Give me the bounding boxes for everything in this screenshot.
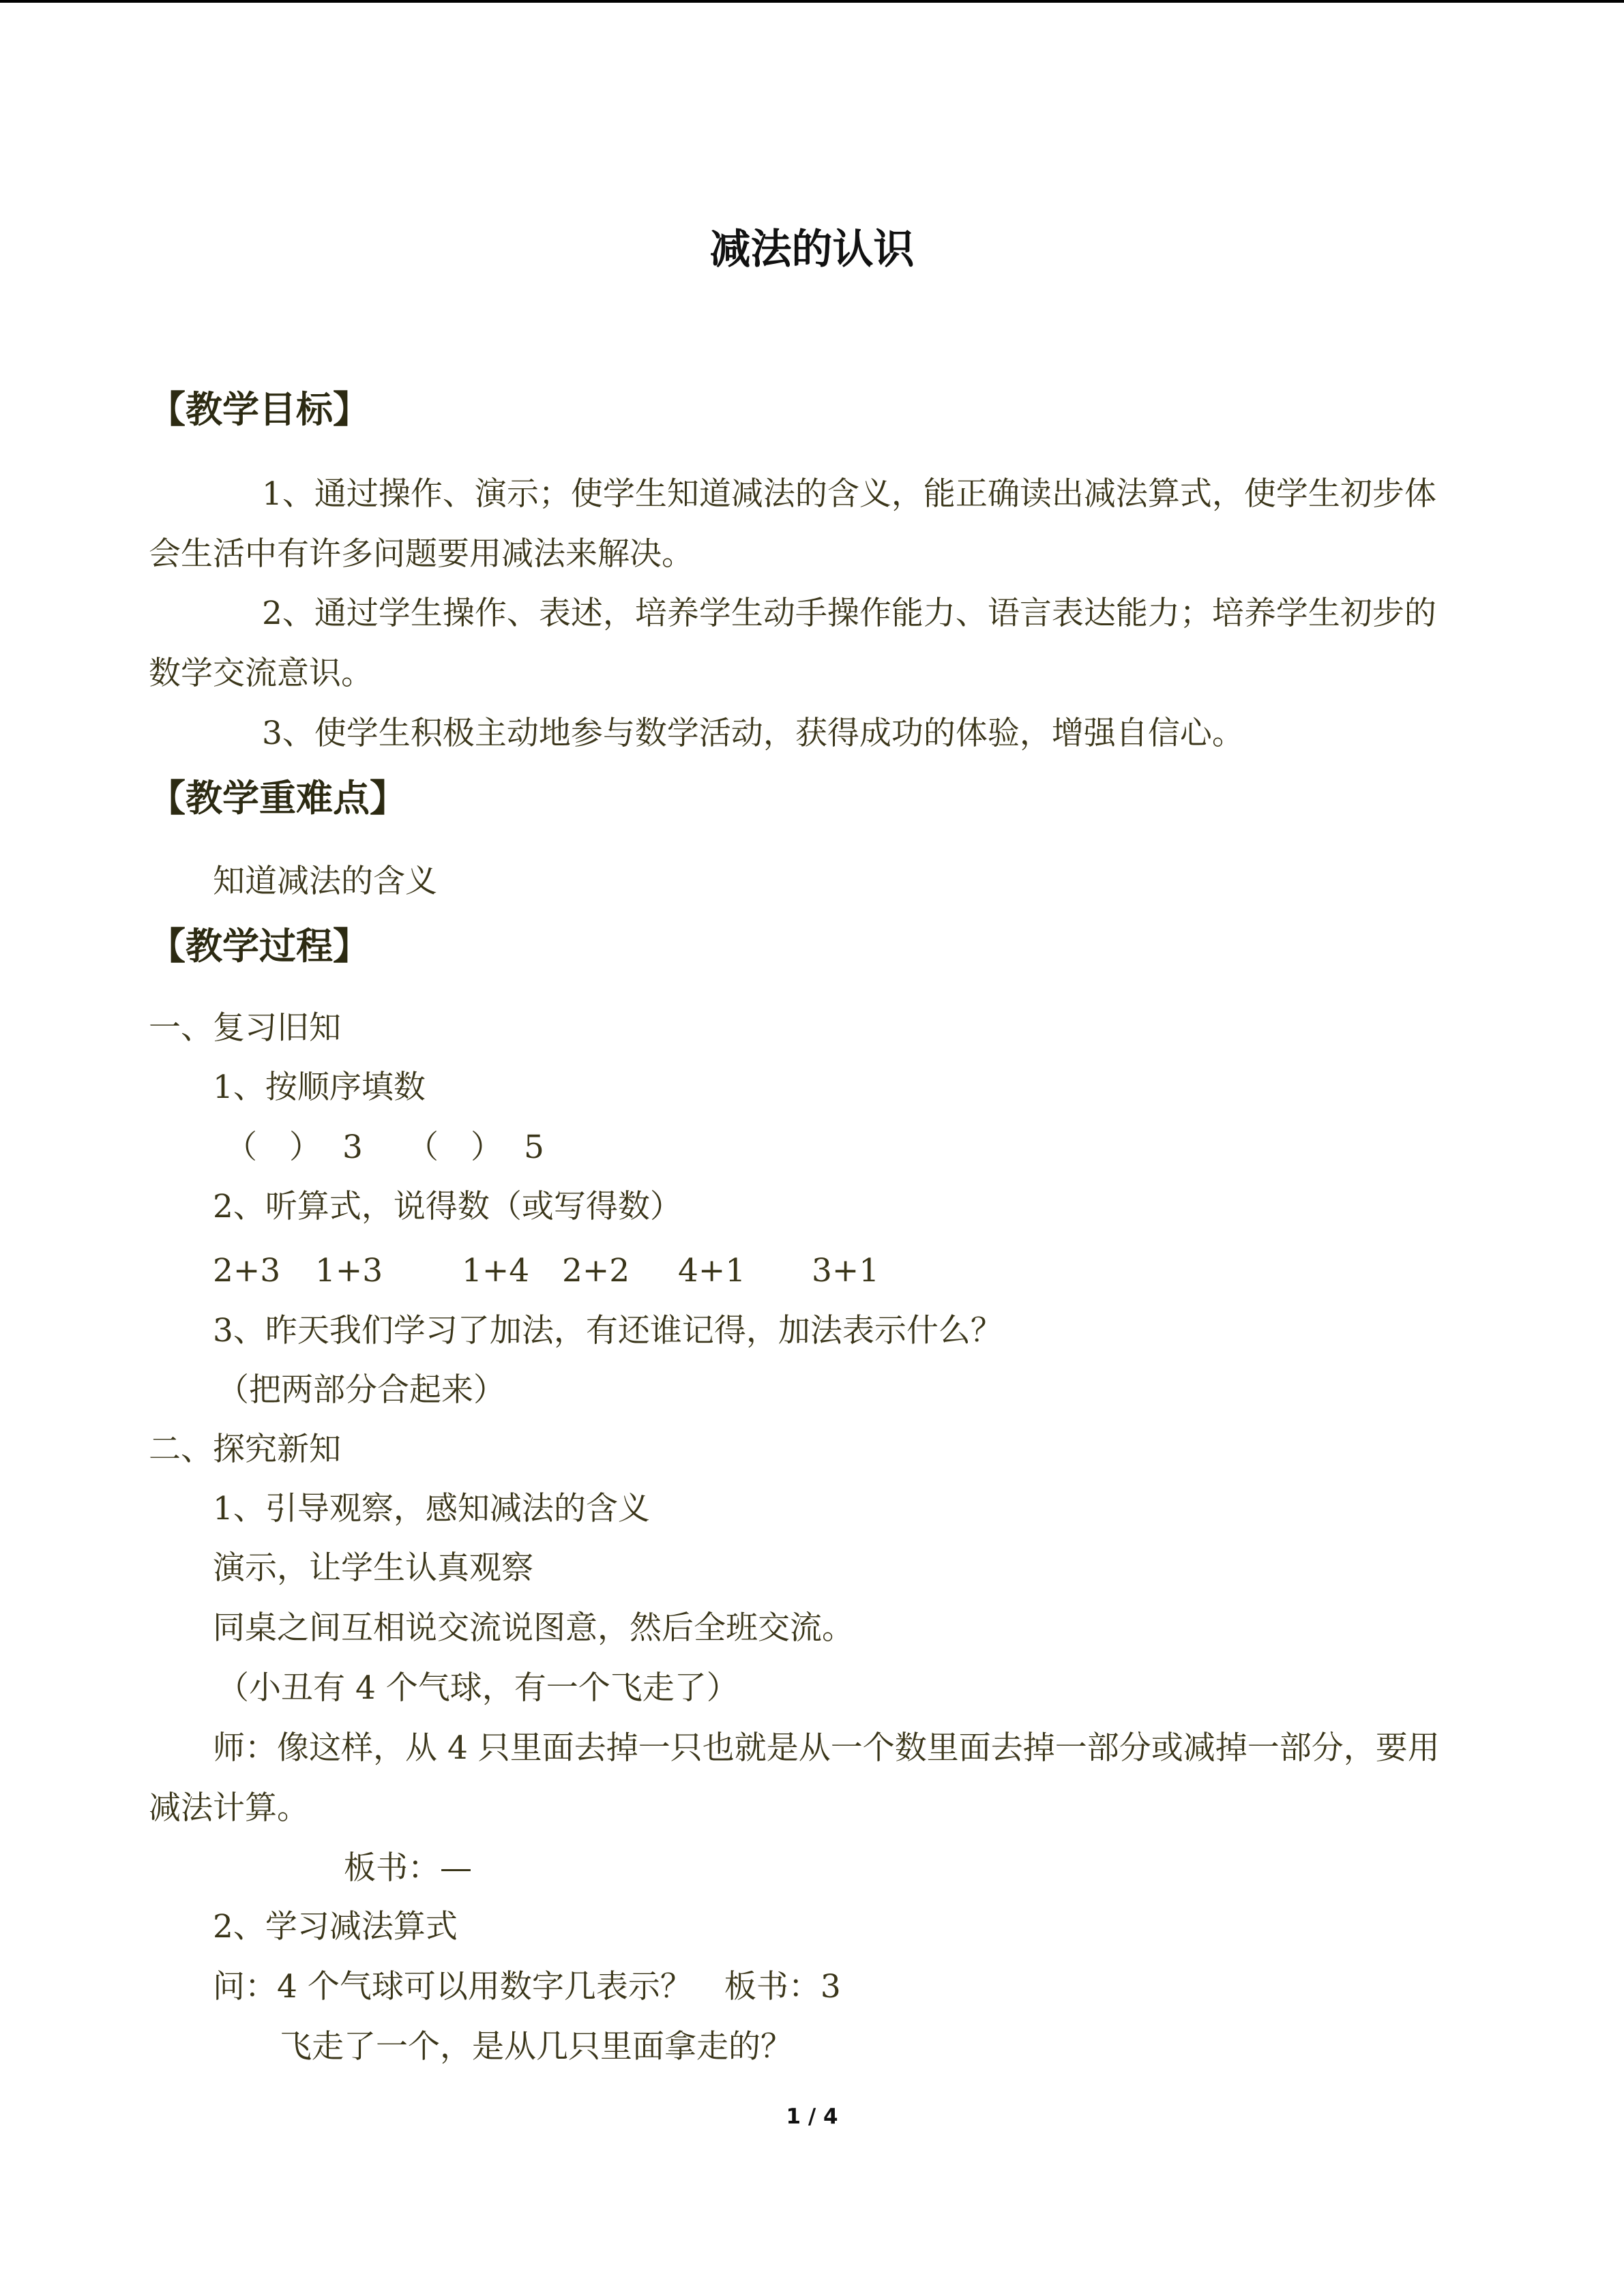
process-heading: 【教学过程】 — [149, 924, 370, 968]
expression: 3+1 — [812, 1252, 880, 1289]
goals-heading: 【教学目标】 — [149, 387, 370, 431]
sequence-number: 3 — [342, 1129, 363, 1166]
key-points-text: 知道减法的含义 — [213, 863, 437, 900]
expression: 2+3 — [213, 1252, 281, 1289]
expression: 1+3 — [315, 1252, 383, 1289]
teacher-line-1: 师：像这样，从 4 只里面去掉一只也就是从一个数里面去掉一部分或减掉一部分，要用 — [213, 1729, 1440, 1767]
page-number: 1 / 4 — [786, 2104, 838, 2129]
explore-item-2: 2、学习减法算式 — [213, 1908, 458, 1945]
expression: 2+2 — [562, 1252, 630, 1289]
goal-1-line-1: 1、通过操作、演示；使学生知道减法的含义，能正确读出减法算式，使学生初步体 — [262, 475, 1436, 513]
key-points-heading: 【教学重难点】 — [149, 776, 407, 820]
explore-title: 二、探究新知 — [149, 1431, 341, 1468]
explore-story: （小丑有 4 个气球，有一个飞走了） — [217, 1669, 739, 1707]
goal-1-line-2: 会生活中有许多问题要用减法来解决。 — [149, 535, 694, 573]
goal-3: 3、使学生积极主动地参与数学活动，获得成功的体验，增强自信心。 — [262, 715, 1244, 752]
page-top-border — [0, 0, 1624, 3]
document-title: 减法的认识 — [709, 226, 915, 273]
review-item-2: 2、听算式，说得数（或写得数） — [213, 1188, 682, 1225]
sequence-blank: （ ） — [225, 1129, 321, 1166]
explore-demo: 演示，让学生认真观察 — [213, 1549, 533, 1587]
goal-2-line-2: 数学交流意识。 — [149, 655, 373, 692]
goal-2-line-1: 2、通过学生操作、表述，培养学生动手操作能力、语言表达能力；培养学生初步的 — [262, 595, 1436, 632]
expression: 4+1 — [678, 1252, 746, 1289]
teacher-line-2: 减法计算。 — [149, 1789, 309, 1827]
review-title: 一、复习旧知 — [149, 1009, 341, 1047]
board-writing: 板书：— — [344, 1849, 472, 1887]
review-item-3: 3、昨天我们学习了加法，有还谁记得，加法表示什么？ — [213, 1312, 1003, 1350]
review-item-1: 1、按顺序填数 — [213, 1069, 426, 1106]
explore-flyaway: 飞走了一个，是从几只里面拿走的？ — [280, 2028, 793, 2066]
sequence-blank: （ ） — [407, 1129, 503, 1166]
explore-item-1: 1、引导观察，感知减法的含义 — [213, 1490, 650, 1527]
explore-question: 问：4 个气球可以用数字几表示？ 板书：3 — [213, 1968, 841, 2006]
review-answer-3: （把两部分合起来） — [217, 1371, 505, 1409]
sequence-number: 5 — [524, 1129, 544, 1166]
explore-discuss: 同桌之间互相说交流说图意，然后全班交流。 — [213, 1609, 854, 1647]
expression: 1+4 — [462, 1252, 530, 1289]
